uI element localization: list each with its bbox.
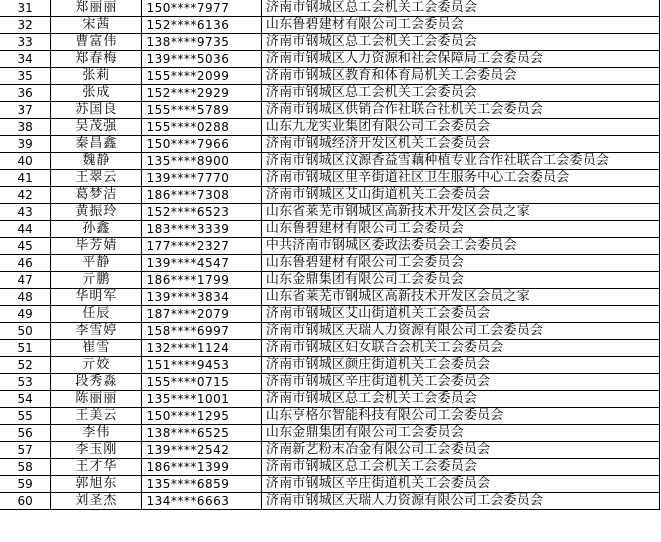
row-number-cell[interactable]: 53 [0, 374, 51, 391]
row-number-cell[interactable]: 46 [0, 255, 51, 272]
organization-cell[interactable]: 济南市钢城区供销合作社联合社机关工会委员会 [261, 102, 659, 119]
name-cell[interactable]: 葛梦洁 [51, 187, 142, 204]
row-number-cell[interactable]: 33 [0, 34, 51, 51]
row-number-cell[interactable]: 41 [0, 170, 51, 187]
phone-cell[interactable]: 139****5036 [142, 51, 261, 68]
organization-cell[interactable]: 济南市钢城区总工会机关工会委员会 [261, 34, 659, 51]
phone-cell[interactable]: 135****8900 [142, 153, 261, 170]
name-cell[interactable]: 王翠云 [51, 170, 142, 187]
row-number-cell[interactable]: 59 [0, 476, 51, 493]
phone-cell[interactable]: 134****6663 [142, 493, 261, 510]
name-cell[interactable]: 李雪婷 [51, 323, 142, 340]
phone-cell[interactable]: 186****1399 [142, 459, 261, 476]
table-row [0, 221, 660, 238]
phone-cell[interactable]: 135****6859 [142, 476, 261, 493]
organization-cell[interactable]: 济南市钢城区总工会机关工会委员会 [261, 85, 659, 102]
organization-cell[interactable]: 山东金鼎集团有限公司工会委员会 [261, 272, 659, 289]
table-row [0, 493, 660, 510]
table-row [0, 459, 660, 476]
organization-cell[interactable]: 济南市钢城区颜庄街道机关工会委员会 [261, 357, 659, 374]
phone-cell[interactable]: 186****1799 [142, 272, 261, 289]
table-row [0, 119, 660, 136]
name-cell[interactable]: 平静 [51, 255, 142, 272]
row-number-cell[interactable]: 40 [0, 153, 51, 170]
phone-cell[interactable]: 152****6136 [142, 17, 261, 34]
row-number-cell[interactable]: 35 [0, 68, 51, 85]
organization-cell[interactable]: 济南市钢城区艾山街道机关工会委员会 [261, 306, 659, 323]
table-row [0, 476, 660, 493]
row-number-cell[interactable]: 31 [0, 0, 51, 17]
name-cell[interactable]: 苏国良 [51, 102, 142, 119]
name-cell[interactable]: 陈丽丽 [51, 391, 142, 408]
name-cell[interactable]: 刘圣杰 [51, 493, 142, 510]
row-number-cell[interactable]: 54 [0, 391, 51, 408]
organization-cell[interactable]: 济南市钢城区妇女联合会机关工会委员会 [261, 340, 659, 357]
organization-cell[interactable]: 济南市钢城区总工会机关工会委员会 [261, 391, 659, 408]
organization-cell[interactable]: 济南市钢城区总工会机关工会委员会 [261, 0, 659, 17]
row-number-cell[interactable]: 42 [0, 187, 51, 204]
name-cell[interactable]: 亓姣 [51, 357, 142, 374]
phone-cell[interactable]: 150****7977 [142, 0, 261, 17]
name-cell[interactable]: 孙鑫 [51, 221, 142, 238]
organization-cell[interactable]: 济南市钢城区里辛街道社区卫生服务中心工会委员会 [261, 170, 659, 187]
phone-cell[interactable]: 152****2929 [142, 85, 261, 102]
phone-cell[interactable]: 132****1124 [142, 340, 261, 357]
phone-cell[interactable]: 155****5789 [142, 102, 261, 119]
row-number-cell[interactable]: 43 [0, 204, 51, 221]
name-cell[interactable]: 亓鹏 [51, 272, 142, 289]
organization-cell[interactable]: 济南市钢城区人力资源和社会保障局工会委员会 [261, 51, 659, 68]
table-row [0, 102, 660, 119]
row-number-cell[interactable]: 52 [0, 357, 51, 374]
table-row [0, 0, 660, 17]
name-cell[interactable]: 崔雪 [51, 340, 142, 357]
row-number-cell[interactable]: 58 [0, 459, 51, 476]
table-row [0, 187, 660, 204]
phone-cell[interactable]: 155****0715 [142, 374, 261, 391]
phone-cell[interactable]: 151****9453 [142, 357, 261, 374]
organization-cell[interactable]: 济南市钢城区辛庄街道机关工会委员会 [261, 476, 659, 493]
phone-cell[interactable]: 135****1001 [142, 391, 261, 408]
organization-cell[interactable]: 济南市钢城区天瑞人力资源有限公司工会委员会 [261, 323, 659, 340]
name-cell[interactable]: 李玉刚 [51, 442, 142, 459]
table-row [0, 153, 660, 170]
table-row [0, 136, 660, 153]
table-row [0, 204, 660, 221]
name-cell[interactable]: 王美云 [51, 408, 142, 425]
name-cell[interactable]: 毕芳婧 [51, 238, 142, 255]
name-cell[interactable]: 王才华 [51, 459, 142, 476]
table-row [0, 340, 660, 357]
organization-cell[interactable]: 济南市钢城区艾山街道机关工会委员会 [261, 187, 659, 204]
table-row [0, 425, 660, 442]
phone-cell[interactable]: 150****7966 [142, 136, 261, 153]
organization-cell[interactable]: 山东鲁碧建材有限公司工会委员会 [261, 17, 659, 34]
table-row [0, 289, 660, 306]
organization-cell[interactable]: 中共济南市钢城区委政法委员会工会委员会 [261, 238, 659, 255]
name-cell[interactable]: 任辰 [51, 306, 142, 323]
row-number-cell[interactable]: 55 [0, 408, 51, 425]
phone-cell[interactable]: 138****6525 [142, 425, 261, 442]
organization-cell[interactable]: 山东省莱芜市钢城区高新技术开发区会员之家 [261, 204, 659, 221]
row-number-cell[interactable]: 60 [0, 493, 51, 510]
table-row [0, 255, 660, 272]
phone-cell[interactable]: 139****3834 [142, 289, 261, 306]
row-number-cell[interactable]: 34 [0, 51, 51, 68]
name-cell[interactable]: 郑春梅 [51, 51, 142, 68]
row-number-cell[interactable]: 57 [0, 442, 51, 459]
name-cell[interactable]: 吴茂强 [51, 119, 142, 136]
organization-cell[interactable]: 济南市钢城区辛庄街道机关工会委员会 [261, 374, 659, 391]
name-cell[interactable]: 郭旭东 [51, 476, 142, 493]
table-row [0, 442, 660, 459]
row-number-cell[interactable]: 56 [0, 425, 51, 442]
table-row [0, 17, 660, 34]
organization-cell[interactable]: 济南新艺粉末冶金有限公司工会委员会 [261, 442, 659, 459]
organization-cell[interactable]: 山东九龙实业集团有限公司工会委员会 [261, 119, 659, 136]
organization-cell[interactable]: 济南市钢城区教育和体育局机关工会委员会 [261, 68, 659, 85]
table-row [0, 374, 660, 391]
table-row [0, 85, 660, 102]
row-number-cell[interactable]: 44 [0, 221, 51, 238]
row-number-cell[interactable]: 39 [0, 136, 51, 153]
table-row [0, 357, 660, 374]
table-row [0, 51, 660, 68]
phone-cell[interactable]: 152****6523 [142, 204, 261, 221]
name-cell[interactable]: 李伟 [51, 425, 142, 442]
name-cell[interactable]: 张莉 [51, 68, 142, 85]
phone-cell[interactable]: 186****7308 [142, 187, 261, 204]
organization-cell[interactable]: 山东鲁碧建材有限公司工会委员会 [261, 221, 659, 238]
table-row [0, 68, 660, 85]
row-number-cell[interactable]: 48 [0, 289, 51, 306]
name-cell[interactable]: 曹富伟 [51, 34, 142, 51]
row-number-cell[interactable]: 45 [0, 238, 51, 255]
name-cell[interactable]: 段秀淼 [51, 374, 142, 391]
name-cell[interactable]: 宋茜 [51, 17, 142, 34]
organization-cell[interactable]: 济南市钢城区天瑞人力资源有限公司工会委员会 [261, 493, 659, 510]
organization-cell[interactable]: 山东亨格尔智能科技有限公司工会委员会 [261, 408, 659, 425]
row-number-cell[interactable]: 50 [0, 323, 51, 340]
row-number-cell[interactable]: 38 [0, 119, 51, 136]
organization-cell[interactable]: 济南市钢城区汶源香益雪藕种植专业合作社联合工会委员会 [261, 153, 659, 170]
name-cell[interactable]: 张成 [51, 85, 142, 102]
name-cell[interactable]: 魏静 [51, 153, 142, 170]
phone-cell[interactable]: 155****0288 [142, 119, 261, 136]
row-number-cell[interactable]: 37 [0, 102, 51, 119]
table-row [0, 391, 660, 408]
table-row [0, 272, 660, 289]
name-cell[interactable]: 秦昌鑫 [51, 136, 142, 153]
phone-cell[interactable]: 158****6997 [142, 323, 261, 340]
phone-cell[interactable]: 138****9735 [142, 34, 261, 51]
organization-cell[interactable]: 山东金鼎集团有限公司工会委员会 [261, 425, 659, 442]
phone-cell[interactable]: 139****4547 [142, 255, 261, 272]
row-number-cell[interactable]: 49 [0, 306, 51, 323]
row-number-cell[interactable]: 51 [0, 340, 51, 357]
phone-cell[interactable]: 155****2099 [142, 68, 261, 85]
table-row [0, 238, 660, 255]
row-number-cell[interactable]: 36 [0, 85, 51, 102]
table-row [0, 323, 660, 340]
name-cell[interactable]: 郑丽丽 [51, 0, 142, 17]
phone-cell[interactable]: 177****2327 [142, 238, 261, 255]
phone-cell[interactable]: 183****3339 [142, 221, 261, 238]
phone-cell[interactable]: 139****7770 [142, 170, 261, 187]
organization-cell[interactable]: 山东省莱芜市钢城区高新技术开发区会员之家 [261, 289, 659, 306]
organization-cell[interactable]: 济南市钢城区总工会机关工会委员会 [261, 459, 659, 476]
table-row [0, 170, 660, 187]
row-number-cell[interactable]: 47 [0, 272, 51, 289]
phone-cell[interactable]: 150****1295 [142, 408, 261, 425]
row-number-cell[interactable]: 32 [0, 17, 51, 34]
name-cell[interactable]: 华明军 [51, 289, 142, 306]
organization-cell[interactable]: 济南市钢城经济开发区机关工会委员会 [261, 136, 659, 153]
organization-cell[interactable]: 山东鲁碧建材有限公司工会委员会 [261, 255, 659, 272]
table-row [0, 306, 660, 323]
name-cell[interactable]: 黄振玲 [51, 204, 142, 221]
phone-cell[interactable]: 139****2542 [142, 442, 261, 459]
table-row [0, 408, 660, 425]
table-row [0, 34, 660, 51]
phone-cell[interactable]: 187****2079 [142, 306, 261, 323]
